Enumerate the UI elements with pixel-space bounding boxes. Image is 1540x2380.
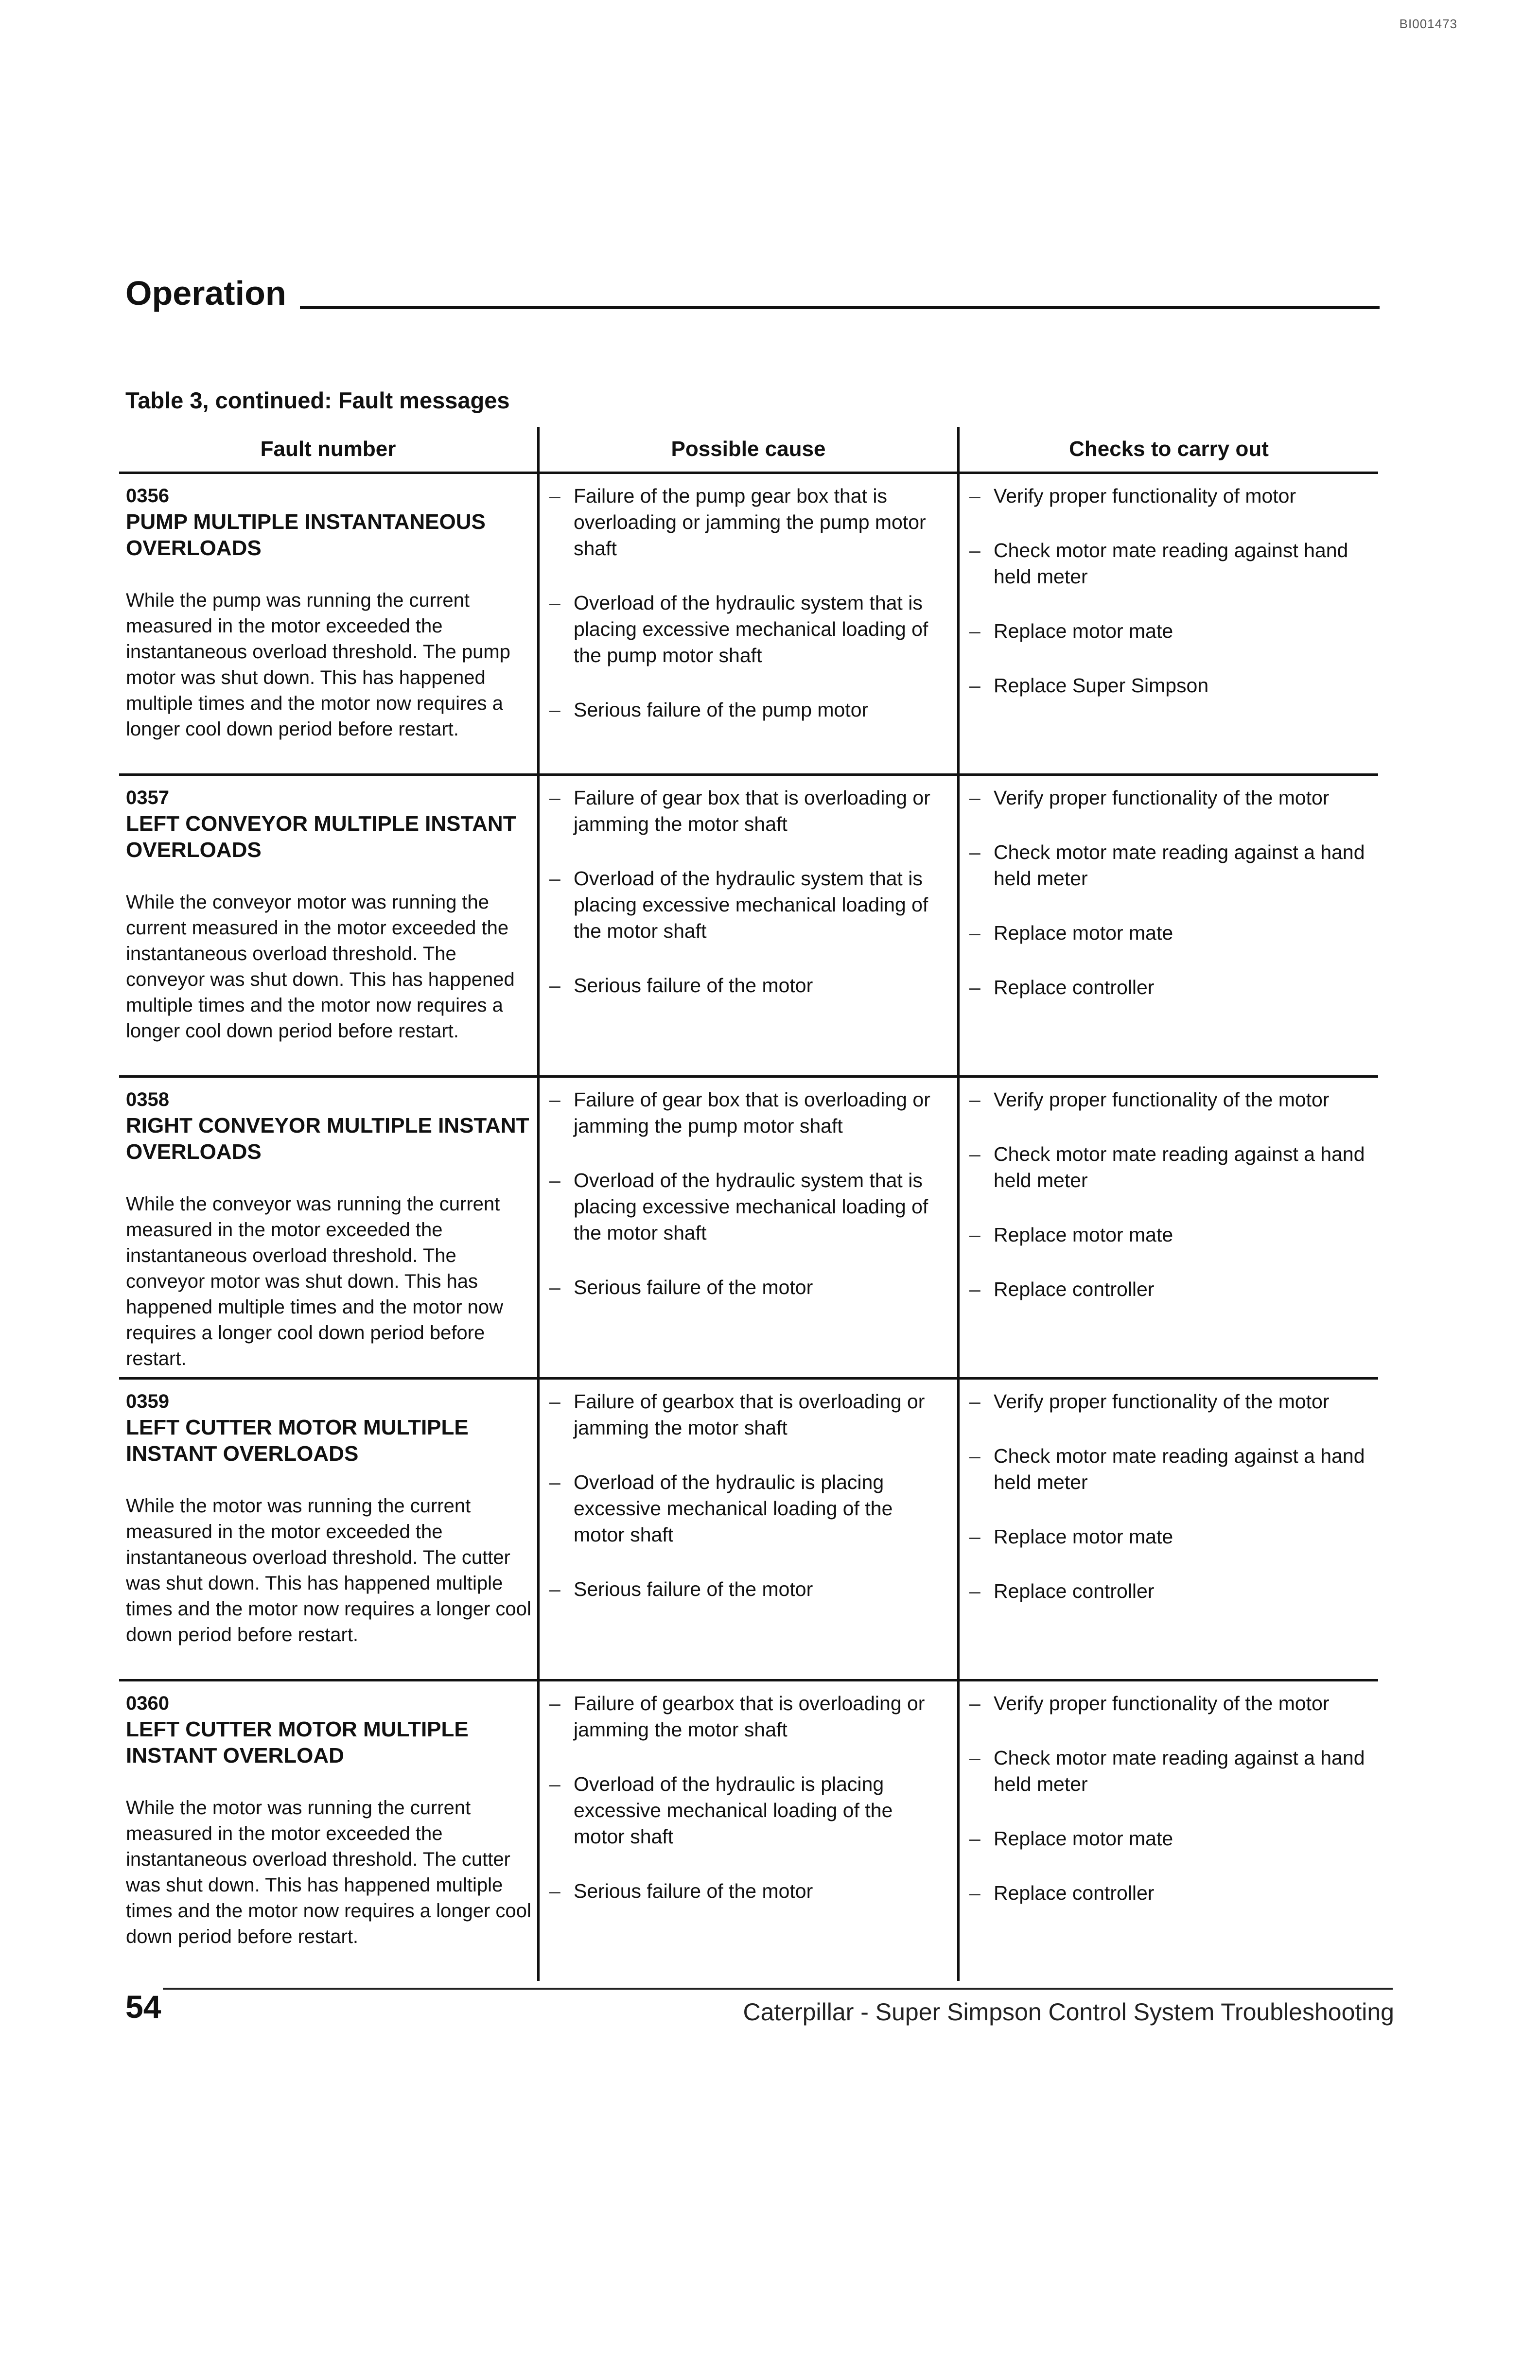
table-body [119, 474, 1378, 1981]
cause-item: – Overload of the hydraulic system that is placing excessive mechanical loading of the motor shaft [546, 1167, 951, 1246]
table-row [119, 1380, 1378, 1681]
checks-cell [957, 776, 1378, 1075]
possible-cause-cell-list [546, 1086, 951, 1300]
check-item: – Replace controller [966, 1276, 1372, 1302]
fault-code: 0359 [126, 1391, 169, 1412]
checks-cell-list [966, 1086, 1372, 1302]
check-item: – Replace controller [966, 1880, 1372, 1906]
checks-cell-list [966, 483, 1372, 699]
check-item: – Verify proper functionality of the motor [966, 1388, 1372, 1415]
cause-item: – Failure of gear box that is overloading or jamming the pump motor shaft [546, 1086, 951, 1139]
fault-number-cell [119, 474, 537, 773]
column-header-fault-number: Fault number [260, 437, 396, 461]
fault-name: LEFT CUTTER MOTOR MULTIPLE INSTANT OVERLOADS [126, 1416, 469, 1466]
check-item: – Verify proper functionality of motor [966, 483, 1372, 509]
check-item: – Replace motor mate [966, 920, 1372, 946]
possible-cause-cell [537, 1380, 957, 1679]
section-title: Operation [125, 274, 286, 312]
fault-description: While the motor was running the current measured in the motor exceeded the instantaneous overload threshold. The cutter was shut down. This has happened multiple times and the motor now requires a longer cool down period before restart. [126, 1797, 531, 1947]
possible-cause-cell-list [546, 483, 951, 723]
cause-item: – Failure of gearbox that is overloading or jamming the motor shaft [546, 1690, 951, 1743]
cause-item: – Failure of gearbox that is overloading or jamming the motor shaft [546, 1388, 951, 1441]
checks-cell-list [966, 1388, 1372, 1604]
footer-rule [163, 1988, 1393, 1990]
cause-item: – Overload of the hydraulic is placing excessive mechanical loading of the motor shaft [546, 1771, 951, 1850]
fault-name: LEFT CONVEYOR MULTIPLE INSTANT OVERLOADS [126, 812, 516, 862]
cause-item: – Overload of the hydraulic is placing excessive mechanical loading of the motor shaft [546, 1469, 951, 1548]
fault-number-cell [119, 1681, 537, 1981]
table-row [119, 1078, 1378, 1380]
check-item: – Replace Super Simpson [966, 672, 1372, 699]
cause-item: – Overload of the hydraulic system that is placing excessive mechanical loading of the motor shaft [546, 865, 951, 944]
possible-cause-cell-list [546, 785, 951, 998]
table-row [119, 474, 1378, 776]
fault-code: 0356 [126, 485, 169, 507]
checks-cell [957, 1078, 1378, 1377]
possible-cause-cell [537, 474, 957, 773]
fault-name: LEFT CUTTER MOTOR MULTIPLE INSTANT OVERLOAD [126, 1717, 469, 1768]
table-row [119, 1681, 1378, 1981]
checks-cell [957, 1380, 1378, 1679]
check-item: – Verify proper functionality of the motor [966, 1086, 1372, 1113]
cause-item: – Serious failure of the motor [546, 1576, 951, 1602]
fault-description: While the pump was running the current measured in the motor exceeded the instantaneous overload threshold. The pump motor was shut down. This has happened multiple times and the motor now requires a longer cool down period before restart. [126, 590, 510, 740]
column-header-possible-cause: Possible cause [537, 427, 957, 472]
table-caption: Table 3, continued: Fault messages [125, 387, 510, 413]
checks-cell-list [966, 785, 1372, 1000]
document-id: BI001473 [1399, 17, 1457, 31]
check-item: – Replace controller [966, 1578, 1372, 1604]
checks-cell-list [966, 1690, 1372, 1906]
heading-rule [300, 306, 1380, 309]
cause-item: – Failure of the pump gear box that is overloading or jamming the pump motor shaft [546, 483, 951, 561]
cause-item: – Serious failure of the motor [546, 1274, 951, 1300]
fault-name: PUMP MULTIPLE INSTANTANEOUS OVERLOADS [126, 510, 486, 560]
fault-code: 0360 [126, 1693, 169, 1714]
check-item: – Replace motor mate [966, 618, 1372, 644]
fault-number-cell [119, 1380, 537, 1679]
possible-cause-cell [537, 776, 957, 1075]
table-header [119, 427, 1378, 474]
checks-cell [957, 1681, 1378, 1981]
check-item: – Replace motor mate [966, 1222, 1372, 1248]
possible-cause-cell-list [546, 1690, 951, 1904]
possible-cause-cell [537, 1078, 957, 1377]
check-item: – Check motor mate reading against a hand held meter [966, 1745, 1372, 1797]
fault-number-cell [119, 1078, 537, 1377]
check-item: – Check motor mate reading against hand held meter [966, 537, 1372, 590]
cause-item: – Overload of the hydraulic system that is placing excessive mechanical loading of the pump motor shaft [546, 590, 951, 668]
check-item: – Replace controller [966, 974, 1372, 1000]
column-header-checks: Checks to carry out [957, 427, 1378, 472]
fault-description: While the conveyor motor was running the current measured in the motor exceeded the instantaneous overload threshold. The conveyor was shut down. This has happened multiple times and the motor now requires a longer cool down period before restart. [126, 892, 515, 1042]
footer-title: Caterpillar - Super Simpson Control System Troubleshooting [743, 1998, 1394, 2026]
possible-cause-cell-list [546, 1388, 951, 1602]
check-item: – Check motor mate reading against a hand held meter [966, 1443, 1372, 1495]
table-row [119, 776, 1378, 1078]
check-item: – Verify proper functionality of the motor [966, 785, 1372, 811]
cause-item: – Serious failure of the motor [546, 1878, 951, 1904]
possible-cause-cell [537, 1681, 957, 1981]
page-number: 54 [125, 1989, 161, 2025]
checks-cell [957, 474, 1378, 773]
check-item: – Replace motor mate [966, 1523, 1372, 1550]
section-heading [125, 276, 1380, 310]
fault-description: While the conveyor was running the current measured in the motor exceeded the instantaneous overload threshold. The conveyor motor was shut down. This has happened multiple times and the motor now requires a longer cool down period before restart. [126, 1193, 504, 1369]
cause-item: – Serious failure of the motor [546, 972, 951, 998]
fault-number-cell [119, 776, 537, 1075]
fault-name: RIGHT CONVEYOR MULTIPLE INSTANT OVERLOADS [126, 1114, 529, 1164]
cause-item: – Failure of gear box that is overloading or jamming the motor shaft [546, 785, 951, 837]
check-item: – Check motor mate reading against a hand held meter [966, 839, 1372, 892]
fault-code: 0357 [126, 787, 169, 808]
check-item: – Verify proper functionality of the motor [966, 1690, 1372, 1716]
check-item: – Replace motor mate [966, 1825, 1372, 1852]
check-item: – Check motor mate reading against a hand held meter [966, 1141, 1372, 1193]
fault-description: While the motor was running the current measured in the motor exceeded the instantaneous overload threshold. The cutter was shut down. This has happened multiple times and the motor now requires a longer cool down period before restart. [126, 1495, 531, 1645]
fault-table [119, 427, 1378, 1981]
cause-item: – Serious failure of the pump motor [546, 697, 951, 723]
fault-code: 0358 [126, 1089, 169, 1110]
